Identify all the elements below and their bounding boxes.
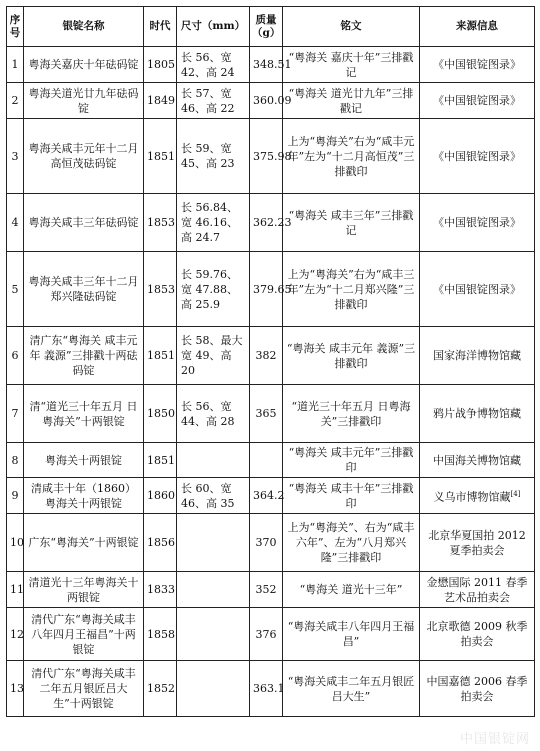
cell-weight-text: 348.51 [253,58,292,71]
cell-seq [7,47,24,83]
cell-name-text: 清广东“粤海关 咸丰元年 義源”三排戳十两砝码锭 [29,334,138,377]
cell-source-text: 金懋国际 2011 春季艺术品拍卖会 [426,575,528,604]
cell-inscription [283,327,420,385]
cell-era-text: 1852 [147,682,175,695]
cell-era [144,443,177,478]
cell-source-text: 《中国银锭图录》 [433,216,521,229]
cell-seq [7,572,24,608]
cell-name [24,47,144,83]
cell-size [177,443,250,478]
cell-name-text: 粤海关咸丰三年十二月郑兴隆砝码锭 [28,275,139,303]
cell-weight [250,514,283,572]
cell-size [177,478,250,514]
cell-inscription-text: 上为“粤海关”右为“咸丰元年”左为“十二月高恒茂”三排戳印 [287,134,415,178]
cell-weight-text: 362.23 [253,216,292,229]
cell-era-text: 1850 [147,407,175,420]
table-row [7,514,535,572]
cell-seq [7,119,24,194]
cell-seq [7,443,24,478]
cell-seq [7,252,24,327]
cell-seq-text: 4 [11,216,19,229]
cell-weight-text: 352 [255,583,277,596]
cell-seq-text: 12 [10,627,24,641]
cell-size-text: 长 56、宽 42、高 24 [181,50,235,79]
cell-name [24,83,144,119]
cell-size [177,514,250,572]
cell-source [420,478,535,514]
cell-seq [7,514,24,572]
cell-name-text: 清“道光三十年五月 日粤海关”十两银锭 [29,399,138,428]
table-row [7,608,535,661]
cell-era [144,661,177,717]
cell-source-text: 北京华夏国拍 2012 夏季拍卖会 [428,528,526,557]
cell-name-text: 清代广东“粤海关咸丰二年五月银匠吕大生”十两银锭 [31,667,136,710]
cell-source [420,327,535,385]
cell-inscription-text: “粤海关 咸丰元年”三排戳印 [288,446,414,474]
cell-era [144,514,177,572]
cell-name [24,478,144,514]
cell-name-text: 粤海关咸丰元年十二月高恒茂砝码锭 [28,142,139,170]
cell-size-text: 长 57、宽 46、高 22 [181,86,235,115]
cell-source [420,47,535,83]
cell-source [420,83,535,119]
cell-source [420,572,535,608]
cell-inscription [283,119,420,194]
cell-inscription-text: “粤海关 咸丰元年 義源”三排戳印 [286,341,416,370]
reference-note: [4] [510,489,521,498]
cell-era-text: 1851 [147,349,175,362]
cell-seq-text: 1 [11,58,19,71]
cell-seq-text: 11 [10,583,24,596]
cell-era [144,119,177,194]
cell-era-text: 1833 [147,583,175,596]
cell-era-text: 1853 [147,282,175,296]
cell-weight-text: 370 [255,536,277,549]
cell-seq-text: 2 [11,94,19,107]
cell-weight [250,83,292,119]
cell-era-text: 1860 [147,489,175,502]
cell-source [420,661,535,717]
cell-era [144,478,177,514]
cell-size [177,608,250,661]
table-row [7,83,535,119]
cell-source [420,194,535,252]
cell-seq-text: 8 [11,453,19,467]
cell-size [177,83,250,119]
cell-source [420,119,535,194]
cell-name-text: 粤海关嘉庆十年砝码锭 [28,58,139,71]
header-inscription: 铭文 [283,7,420,47]
cell-source [420,608,535,661]
cell-weight-text: 363.1 [253,682,285,695]
cell-seq [7,194,24,252]
cell-source [420,514,535,572]
cell-name-text: 清道光十三年粤海关十两银锭 [28,575,139,604]
cell-inscription-text: 上为“粤海关”、右为“咸丰六年”、左为“八月郑兴隆”三排戳印 [287,521,415,564]
cell-inscription [283,252,420,327]
cell-era-text: 1849 [147,94,175,107]
cell-size-text: 长 59.76、宽 47.88、高 25.9 [181,267,238,311]
cell-source-text: 中国嘉德 2006 春季拍卖会 [426,674,528,703]
cell-size [177,572,250,608]
table-row [7,327,535,385]
header-weight: 质量（g） [250,7,283,47]
cell-name [24,252,144,327]
cell-weight [250,443,283,478]
table-header-row [7,7,535,47]
cell-source-text: 中国海关博物馆藏 [433,453,521,467]
cell-source-text: 《中国银锭图录》 [433,58,521,71]
cell-weight-text: 376 [255,627,277,641]
cell-weight [250,252,292,327]
cell-inscription-text: “粤海关咸丰二年五月银匠吕大生” [287,674,415,703]
table-row [7,443,535,478]
cell-era-text: 1851 [147,453,175,467]
cell-weight [250,47,292,83]
cell-inscription-text: “粤海关 嘉庆十年”三排戳记 [288,50,414,79]
cell-era [144,252,177,327]
cell-source-text: 义乌市博物馆藏 [433,490,511,504]
cell-era [144,572,177,608]
cell-era-text: 1856 [147,536,175,549]
cell-size [177,661,250,717]
cell-weight [250,385,283,443]
cell-seq-text: 5 [11,282,19,296]
cell-name-text: 清代广东“粤海关咸丰八年四月王福昌”十两银锭 [31,612,136,656]
cell-name-text: 清咸丰十年（1860）粤海关十两银锭 [31,481,136,510]
cell-inscription-text: “道光三十年五月 日粤海关”三排戳印 [291,399,411,428]
header-source: 来源信息 [420,7,535,47]
cell-name [24,385,144,443]
cell-era [144,385,177,443]
cell-seq [7,608,24,661]
cell-name-text: 粤海关十两银锭 [45,453,122,467]
table-row [7,385,535,443]
table-row [7,661,535,717]
cell-inscription [283,385,420,443]
cell-size-text: 长 60、宽 46、高 35 [181,481,235,510]
cell-weight [250,194,292,252]
cell-weight [250,478,283,514]
cell-size [177,252,250,327]
cell-inscription [283,83,420,119]
cell-era-text: 1853 [147,216,175,229]
cell-source [420,252,535,327]
cell-source-text: 《中国银锭图录》 [433,149,521,163]
header-era: 时代 [144,7,177,47]
cell-source-text: 北京歌德 2009 秋季拍卖会 [426,620,528,648]
cell-inscription [283,47,420,83]
silver-ingot-table [6,6,535,717]
cell-era [144,194,177,252]
cell-weight [250,572,283,608]
cell-seq-text: 7 [11,407,19,420]
cell-source [420,443,535,478]
cell-name [24,327,144,385]
cell-weight-text: 382 [255,349,277,362]
cell-inscription-text: “粤海关 道光十三年” [299,583,403,596]
header-name: 银锭名称 [24,7,144,47]
cell-inscription-text: “粤海关咸丰八年四月王福昌” [287,620,415,648]
cell-name [24,514,144,572]
cell-inscription [283,514,420,572]
cell-weight-text: 375.98 [253,149,292,163]
cell-seq [7,327,24,385]
cell-size [177,385,250,443]
cell-size-text: 长 56、宽 44、高 28 [181,399,235,428]
cell-era-text: 1805 [147,58,175,71]
cell-inscription [283,478,420,514]
cell-era [144,47,177,83]
cell-size-text: 长 56.84、宽 46.16、高 24.7 [181,201,238,244]
cell-size [177,327,250,385]
cell-name [24,608,144,661]
cell-name [24,572,144,608]
cell-inscription [283,608,420,661]
cell-weight [250,608,283,661]
cell-size [177,194,250,252]
cell-size-text: 长 59、宽 45、高 23 [181,142,235,170]
cell-seq [7,385,24,443]
cell-seq-text: 9 [11,489,19,502]
cell-seq-text: 6 [11,349,19,362]
cell-inscription [283,194,420,252]
cell-weight [250,661,283,717]
cell-weight-text: 365 [255,407,277,420]
cell-source-text: 《中国银锭图录》 [433,282,521,296]
cell-weight-text: 364.2 [253,489,285,502]
cell-size [177,47,250,83]
cell-source [420,385,535,443]
cell-inscription [283,572,420,608]
cell-size [177,119,250,194]
cell-seq-text: 13 [10,682,24,695]
cell-source-text: 国家海洋博物馆藏 [433,349,521,362]
cell-inscription [283,661,420,717]
table-row [7,252,535,327]
cell-seq [7,478,24,514]
cell-seq-text: 10 [10,536,24,549]
cell-era [144,608,177,661]
cell-name-text: 粤海关道光廿九年砝码锭 [28,86,139,115]
cell-name [24,443,144,478]
cell-weight-text: 379.65 [253,282,292,296]
table-row [7,478,535,514]
cell-seq [7,661,24,717]
header-size: 尺寸（mm） [177,7,250,47]
cell-era-text: 1851 [147,149,175,163]
cell-era [144,83,177,119]
table-row [7,572,535,608]
cell-inscription-text: “粤海关 咸丰三年”三排戳记 [288,208,414,237]
table-row [7,194,535,252]
cell-weight [250,327,283,385]
cell-name [24,661,144,717]
cell-weight [250,119,292,194]
cell-size-text: 长 58、最大宽 49、高 20 [181,334,243,377]
cell-name [24,119,144,194]
cell-inscription-text: “粤海关 道光廿九年”三排戳记 [288,86,414,115]
cell-inscription-text: “粤海关 咸丰十年”三排戳印 [288,481,414,510]
cell-source-text: 《中国银锭图录》 [433,94,521,107]
header-seq: 序号 [7,7,24,47]
cell-name-text: 广东“粤海关”十两银锭 [28,536,139,549]
cell-inscription [283,443,420,478]
cell-inscription-text: 上为“粤海关”右为“咸丰三年”左为“十二月郑兴隆”三排戳印 [287,267,415,311]
cell-seq [7,83,24,119]
cell-seq-text: 3 [11,149,19,163]
cell-name [24,194,144,252]
cell-era [144,327,177,385]
watermark: 中国银锭网 [459,732,530,747]
table-row [7,47,535,83]
cell-era-text: 1858 [147,627,175,641]
cell-name-text: 粤海关咸丰三年砝码锭 [28,216,139,229]
cell-weight-text: 360.09 [253,94,292,107]
cell-source-text: 鸦片战争博物馆藏 [433,407,521,420]
table-row [7,119,535,194]
